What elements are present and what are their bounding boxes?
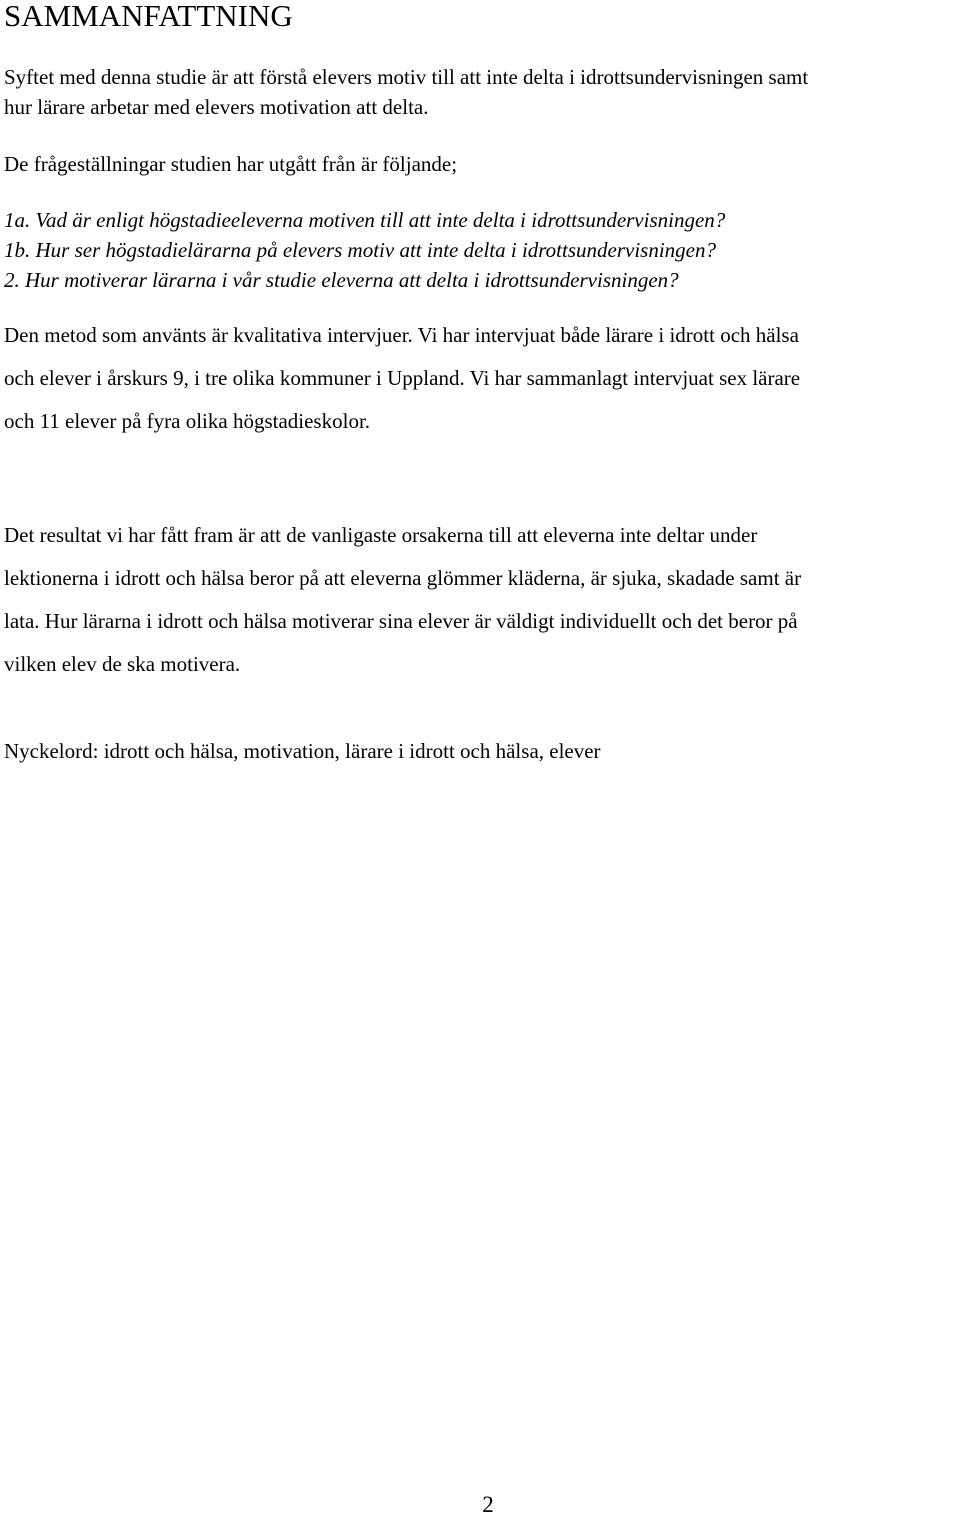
purpose-paragraph [4, 62, 956, 122]
method-paragraph [4, 314, 956, 443]
question-1b: 1b. Hur ser högstadielärarna på elevers motiv att inte delta i idrottsundervisningen? [4, 238, 716, 262]
research-questions [4, 205, 956, 295]
page-number: 2 [482, 1492, 494, 1517]
text-line: Det resultat vi har fått fram är att de vanligaste orsakerna till att eleverna inte deltar under [4, 523, 758, 547]
keywords: Nyckelord: idrott och hälsa, motivation, lärare i idrott och hälsa, elever [4, 739, 601, 763]
text-line: vilken elev de ska motivera. [4, 652, 241, 676]
text-line: lektionerna i idrott och hälsa beror på att eleverna glömmer kläderna, är sjuka, skadade samt är [4, 566, 802, 590]
text-line: hur lärare arbetar med elevers motivation att delta. [4, 95, 429, 119]
question-2: 2. Hur motiverar lärarna i vår studie eleverna att delta i idrottsundervisningen? [4, 268, 679, 292]
page-title: SAMMANFATTNING [4, 0, 293, 33]
text-line: Syftet med denna studie är att förstå elevers motiv till att inte delta i idrottsundervisningen samt [4, 65, 809, 89]
text-line: och 11 elever på fyra olika högstadieskolor. [4, 409, 371, 433]
text-line: lata. Hur lärarna i idrott och hälsa motiverar sina elever är väldigt individuellt och det beror på [4, 609, 798, 633]
question-1a: 1a. Vad är enligt högstadieeleverna motiven till att inte delta i idrottsundervisningen? [4, 208, 726, 232]
text-line: Den metod som använts är kvalitativa intervjuer. Vi har intervjuat både lärare i idrott och hälsa [4, 323, 799, 347]
text-line: och elever i årskurs 9, i tre olika kommuner i Uppland. Vi har sammanlagt intervjuat sex lärare [4, 366, 801, 390]
result-paragraph [4, 514, 956, 686]
questions-intro: De frågeställningar studien har utgått från är följande; [4, 152, 458, 176]
